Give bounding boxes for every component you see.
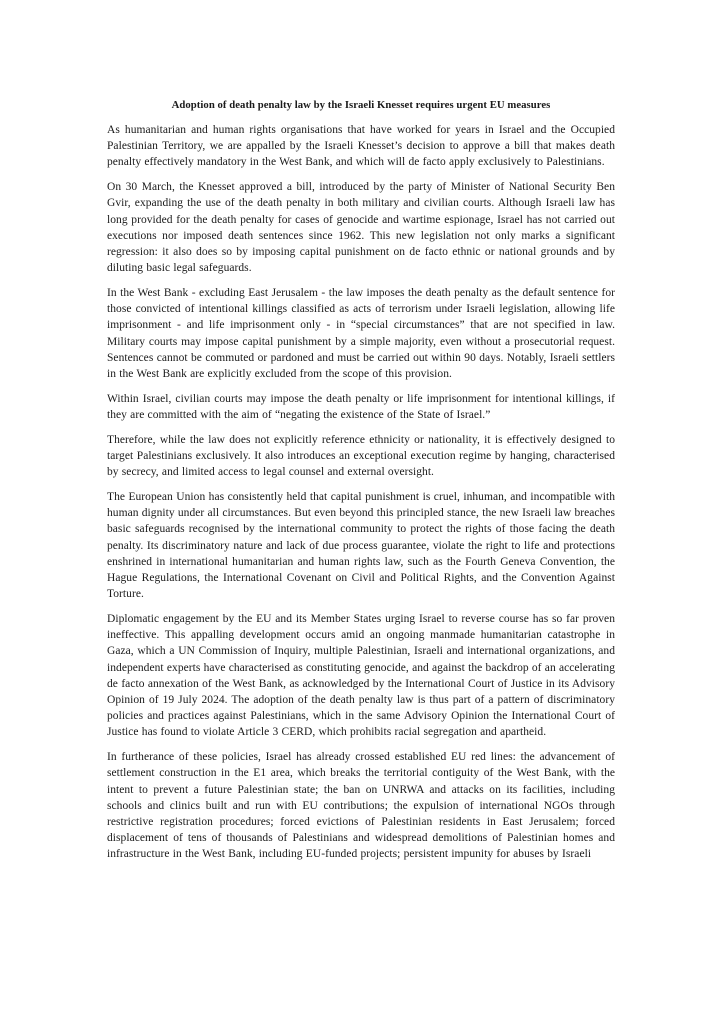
paragraph-8: In furtherance of these policies, Israel has already crossed established EU red lines: the advancement of settlement construction in the E1 area, which breaks the territorial contiguity of the West Bank, with the intent to prevent a future Palestinian state; the ban on UNRWA and attacks on its facilities, including schools and clinics built and run with EU contributions; the expulsion of international NGOs through restrictive registration procedures; forced evictions of Palestinian residents in East Jerusalem; forced displacement of tens of thousands of Palestinians and widespread demolitions of Palestinian homes and infrastructure in the West Bank, including EU-funded projects; persistent impunity for abuses by Israeli [107,751,615,861]
paragraph-2: On 30 March, the Knesset approved a bill, introduced by the party of Minister of National Security Ben Gvir, expanding the use of the death penalty in both military and civilian courts. Although Israeli law has long provided for the death penalty for cases of genocide and wartime espionage, Israel has not carried out executions nor imposed death sentences since 1962. This new legislation not only marks a significant regression: it also does so by imposing capital punishment on de facto ethnic or national grounds and by diluting basic legal safeguards. [107,181,615,275]
document-page [107,98,615,871]
paragraph-4: Within Israel, civilian courts may impose the death penalty or life imprisonment for intentional killings, if they are committed with the aim of “negating the existence of the State of Israel.” [107,392,615,422]
paragraph-3: In the West Bank - excluding East Jerusalem - the law imposes the death penalty as the default sentence for those convicted of intentional killings classified as acts of terrorism under Israeli legislation, allowing life imprisonment - and life imprisonment only - in “special circumstances” that are not specified in law. Military courts may impose capital punishment by a simple majority, even without a prosecutorial request. Sentences cannot be commuted or pardoned and must be carried out within 90 days. Notably, Israeli settlers in the West Bank are explicitly excluded from the scope of this provision. [107,287,615,381]
paragraph-7: Diplomatic engagement by the EU and its Member States urging Israel to reverse course has so far proven ineffective. This appalling development occurs amid an ongoing manmade humanitarian catastrophe in Gaza, which a UN Commission of Inquiry, multiple Palestinian, Israeli and international organizations, and independent experts have characterised as constituting genocide, and against the backdrop of an accelerating de facto annexation of the West Bank, as acknowledged by the International Court of Justice in its Advisory Opinion of 19 July 2024. The adoption of the death penalty law is thus part of a pattern of discriminatory policies and practices against Palestinians, which in the same Advisory Opinion the International Court of Justice has found to violate Article 3 CERD, which prohibits racial segregation and apartheid. [107,613,615,739]
paragraph-5: Therefore, while the law does not explicitly reference ethnicity or nationality, it is effectively designed to target Palestinians exclusively. It also introduces an exceptional execution regime by hanging, characterised by secrecy, and limited access to legal counsel and external oversight. [107,433,615,479]
paragraph-6: The European Union has consistently held that capital punishment is cruel, inhuman, and incompatible with human dignity under all circumstances. But even beyond this principled stance, the new Israeli law breaches basic safeguards recognised by the international community to protect the rights of those facing the death penalty. Its discriminatory nature and lack of due process guarantee, violate the right to life and protections enshrined in international humanitarian and human rights law, such as the Fourth Geneva Convention, the Hague Regulations, the International Covenant on Civil and Political Rights, and the Convention Against Torture. [107,491,615,601]
document-title: Adoption of death penalty law by the Israeli Knesset requires urgent EU measures [171,99,551,111]
paragraph-1: As humanitarian and human rights organisations that have worked for years in Israel and the Occupied Palestinian Territory, we are appalled by the Israeli Knesset’s decision to approve a bill that makes death penalty effectively mandatory in the West Bank, and which will de facto apply exclusively to Palestinians. [107,124,615,169]
